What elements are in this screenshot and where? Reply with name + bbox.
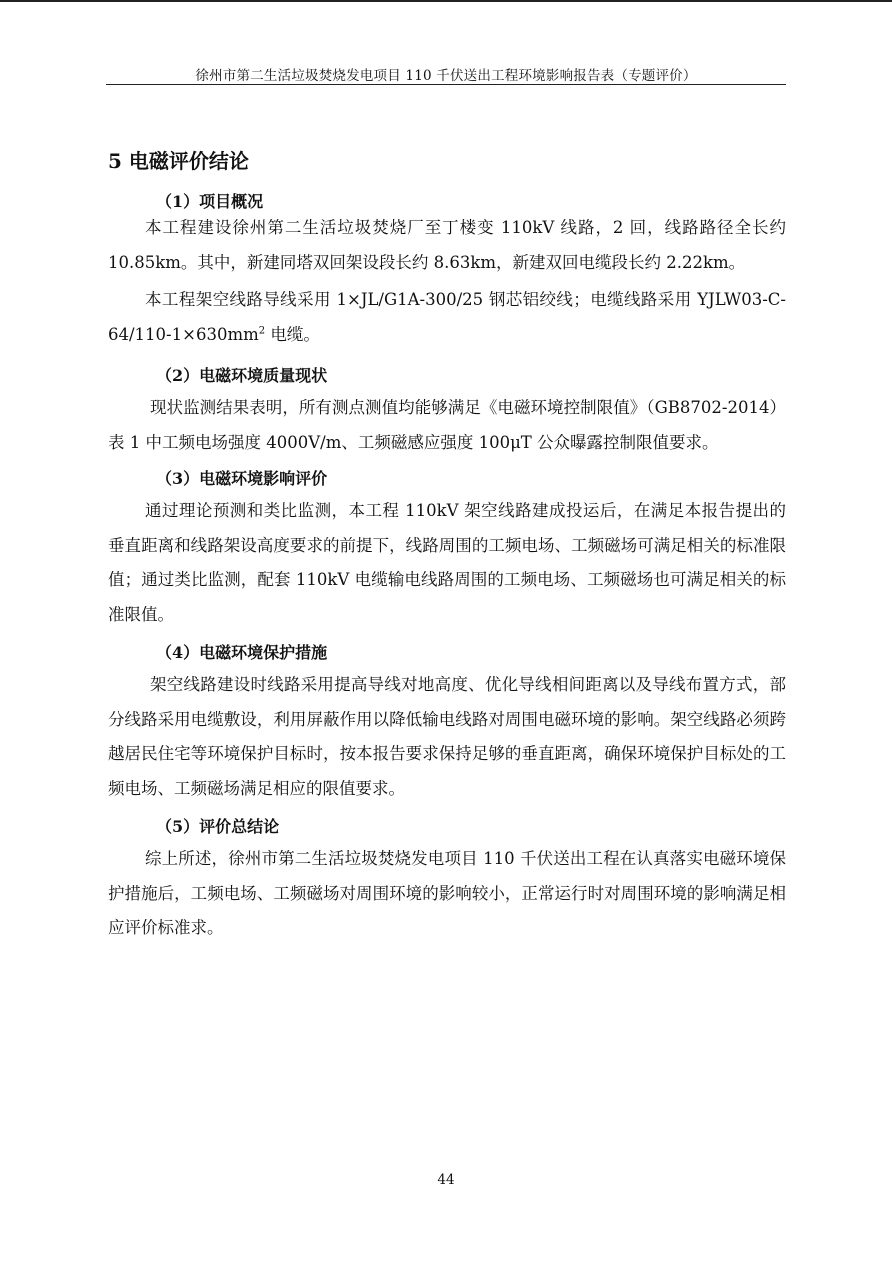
subheading-project-overview: （1）项目概况 <box>156 192 264 211</box>
paragraph-em-quality-status: 现状监测结果表明，所有测点测值均能够满足《电磁环境控制限值》（GB8702-2014）表 1 中工频电场强度 4000V/m、工频磁感应强度 100μT 公众曝露控制限值要求。 <box>108 398 786 452</box>
paragraph-overall-conclusion: 综上所述，徐州市第二生活垃圾焚烧发电项目 110 千伏送出工程在认真落实电磁环境保护措施后，工频电场、工频磁场对周围环境的影响较小，正常运行时对周围环境的影响满足相应评价标准求。 <box>108 849 786 937</box>
superscript-2: 2 <box>258 325 266 336</box>
subheading-overall-conclusion: （5）评价总结论 <box>156 817 280 836</box>
header-rule <box>106 84 786 85</box>
conductor-cable-text: 本工程架空线路导线采用 1×JL/G1A-300/25 钢芯铝绞线；电缆线路采用 YJLW03-C-64/110-1×630mm <box>108 290 786 344</box>
paragraph-em-impact-assessment: 通过理论预测和类比监测，本工程 110kV 架空线路建成投运后，在满足本报告提出的垂直距离和线路架设高度要求的前提下，线路周围的工频电场、工频磁场可满足相关的标准限值；通过类比监测，配套 110kV 电缆输电线路周围的工频电场、工频磁场也可满足相关的标准限值。 <box>108 501 786 624</box>
top-border-line <box>0 0 892 2</box>
subheading-em-quality-status: （2）电磁环境质量现状 <box>156 366 328 385</box>
page-number: 44 <box>437 1172 455 1188</box>
running-header: 徐州市第二生活垃圾焚烧发电项目 110 千伏送出工程环境影响报告表（专题评价） <box>195 68 697 84</box>
subheading-em-impact-assessment: （3）电磁环境影响评价 <box>156 469 328 488</box>
section-title: 5 电磁评价结论 <box>108 149 249 173</box>
paragraph-project-overview-2 <box>108 283 786 352</box>
paragraph-em-protection-measures: 架空线路建设时线路采用提高导线对地高度、优化导线相间距离以及导线布置方式，部分线路采用电缆敷设，利用屏蔽作用以降低输电线路对周围电磁环境的影响。架空线路必须跨越居民住宅等环境保护目标时，按本报告要求保持足够的垂直距离，确保环境保护目标处的工频电场、工频磁场满足相应的限值要求。 <box>108 675 786 798</box>
subheading-em-protection-measures: （4）电磁环境保护措施 <box>156 643 328 662</box>
cable-suffix-text: 电缆。 <box>265 324 320 344</box>
paragraph-project-overview-1: 本工程建设徐州第二生活垃圾焚烧厂至丁楼变 110kV 线路，2 回，线路路径全长约 10.85km。其中，新建同塔双回架设段长约 8.63km，新建双回电缆段长约 2.22km。 <box>108 218 786 272</box>
